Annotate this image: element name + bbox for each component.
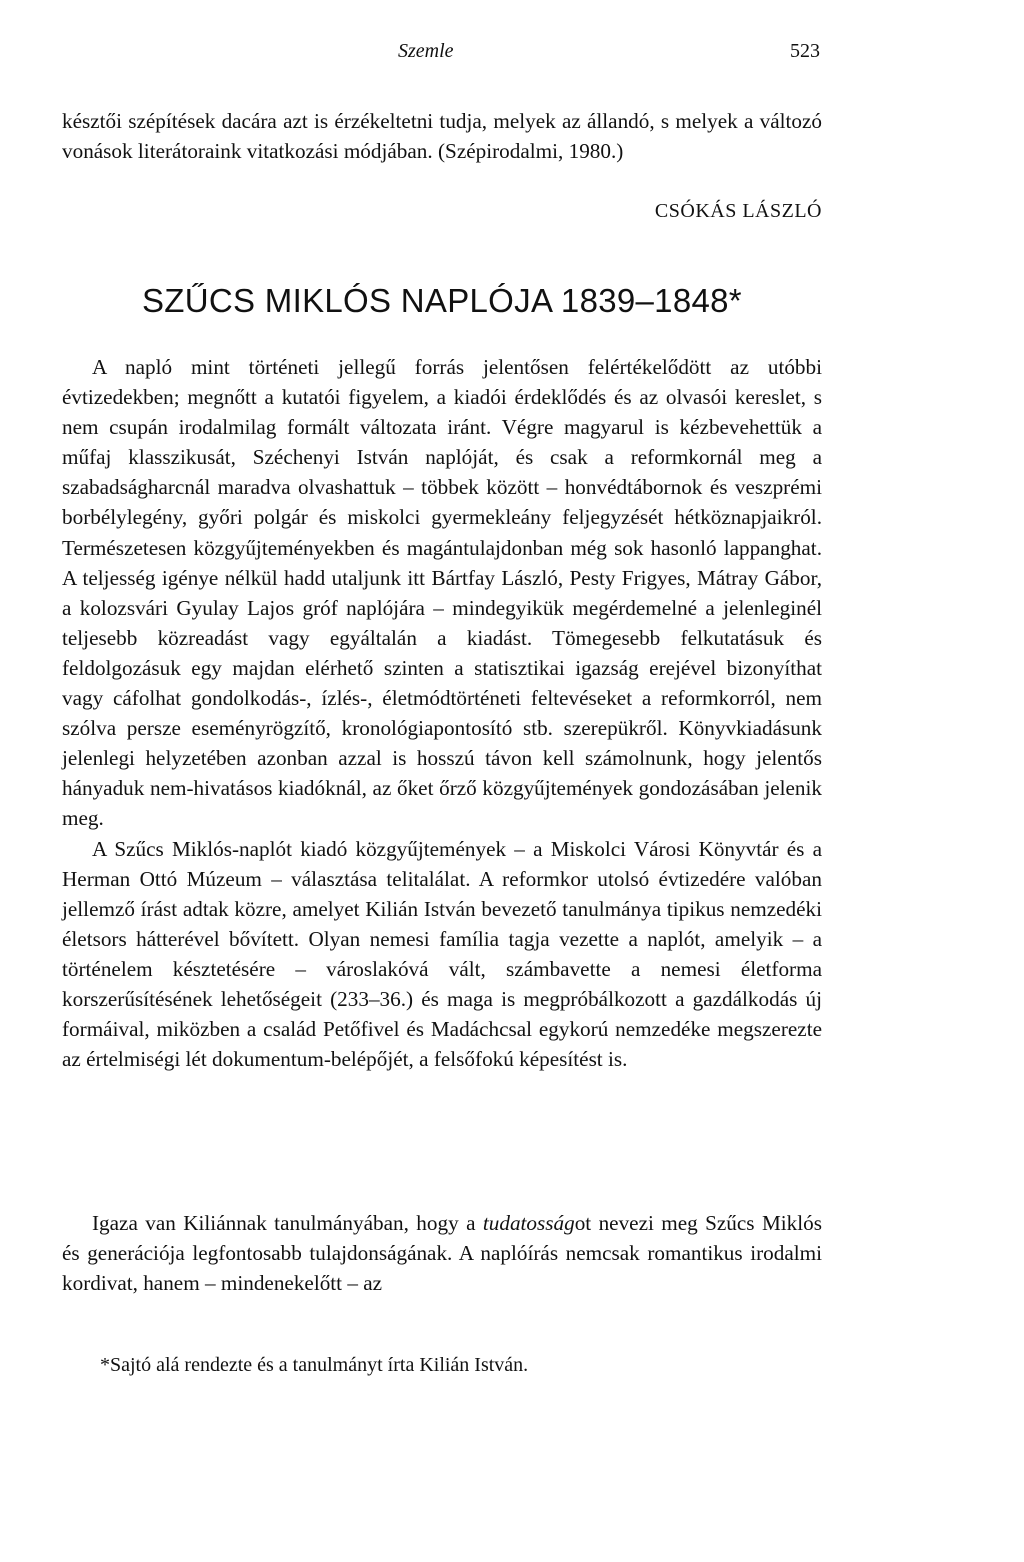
- article-paragraph: A napló mint történeti jellegű forrás jelentősen felértékelődött az utóbbi évtizedekben; megnőtt a kutatói figyelem, a kiadói érdeklődés és az olvasói kereslet, s nem csupán irodalmilag formált változata iránt. Végre magyarul is kézbevehettük a műfaj klasszikusát, Széchenyi István naplóját, és csak a reformkornál meg a szabadságharcnál maradva olvashattuk – többek között – honvédtábornok és veszprémi borbélylegény, győri polgár és miskolci gyermekleány feljegyzését hétköznapjaikról. Természetesen közgyűjteményekben és magántulajdonban még sok hasonló lappanghat. A teljesség igénye nélkül hadd utaljunk itt Bártfay László, Pesty Frigyes, Mátray Gábor, a kolozsvári Gyulay Lajos gróf naplójára – mindegyikük megérdemelné a jelenleginél teljesebb közreadást vagy egyáltalán a kiadást. Tömegesebb felkutatásuk és feldolgozásuk egy majdan elérhető szinten a statisztikai igazság erejével bizonyíthat vagy cáfolhat gondolkodás-, ízlés-, életmódtörténeti feltevéseket a reformkorról, nem szólva persze eseményrögzítő, kronológiapontosító stb. szerepükről. Könyvkiadásunk jelenlegi helyzetében azonban azzal is hosszú távon kell számolnunk, hogy jelentős hányaduk nem-hivatásos kiadóknál, az őket őrző közgyűjtemények gondozásában jelenik meg.: [62, 355, 822, 831]
- page-number: 523: [790, 40, 820, 62]
- paragraph-text: ot nevezi meg Szűcs Miklós és generációja legfontosabb tulajdonságának. A naplóírás nemcsak romantikus irodalmi kordivat, hanem – mindenekelőtt – az: [62, 1211, 822, 1296]
- review-signature: CSÓKÁS LÁSZLÓ: [654, 200, 822, 222]
- running-head: Szemle: [398, 40, 454, 62]
- article-title: SZŰCS MIKLÓS NAPLÓJA 1839–1848*: [142, 282, 742, 319]
- footnote: *Sajtó alá rendezte és a tanulmányt írta Kilián István.: [100, 1354, 529, 1376]
- intro-text-block: [62, 106, 822, 166]
- article-final-paragraph: [62, 1208, 822, 1298]
- intro-paragraph: késztői szépítések dacára azt is érzékeltetni tudja, melyek az állandó, s melyek a változó vonások literátoraink vitatkozási módjában. (Szépirodalmi, 1980.): [62, 109, 822, 164]
- paragraph-text: Igaza van Kiliánnak tanulmányában, hogy a: [92, 1211, 483, 1235]
- article-body: [62, 352, 822, 1074]
- emphasized-word: tudatosság: [482, 1211, 575, 1235]
- article-paragraph: A Szűcs Miklós-naplót kiadó közgyűjtemények – a Miskolci Városi Könyvtár és a Herman Ottó Múzeum – választása telitalálat. A reformkor utolsó évtizedére valóban jellemző írást adtak közre, amelyet Kilián István bevezető tanulmánya tipikus nemzedéki életsors hátterével bővített. Olyan nemesi família tagja vezette a naplót, amelyik – a történelem késztetésére – városlakóvá vált, számbavette a nemesi életforma korszerűsítésének lehetőségeit (233–36.) és maga is megpróbálkozott a gazdálkodás új formáival, miközben a család Petőfivel és Madáchcsal egykorú nemzedéke megszerezte az értelmiségi lét dokumentum-belépőjét, a felsőfokú képesítést is.: [62, 836, 822, 1072]
- article-paragraph: [62, 1208, 822, 1298]
